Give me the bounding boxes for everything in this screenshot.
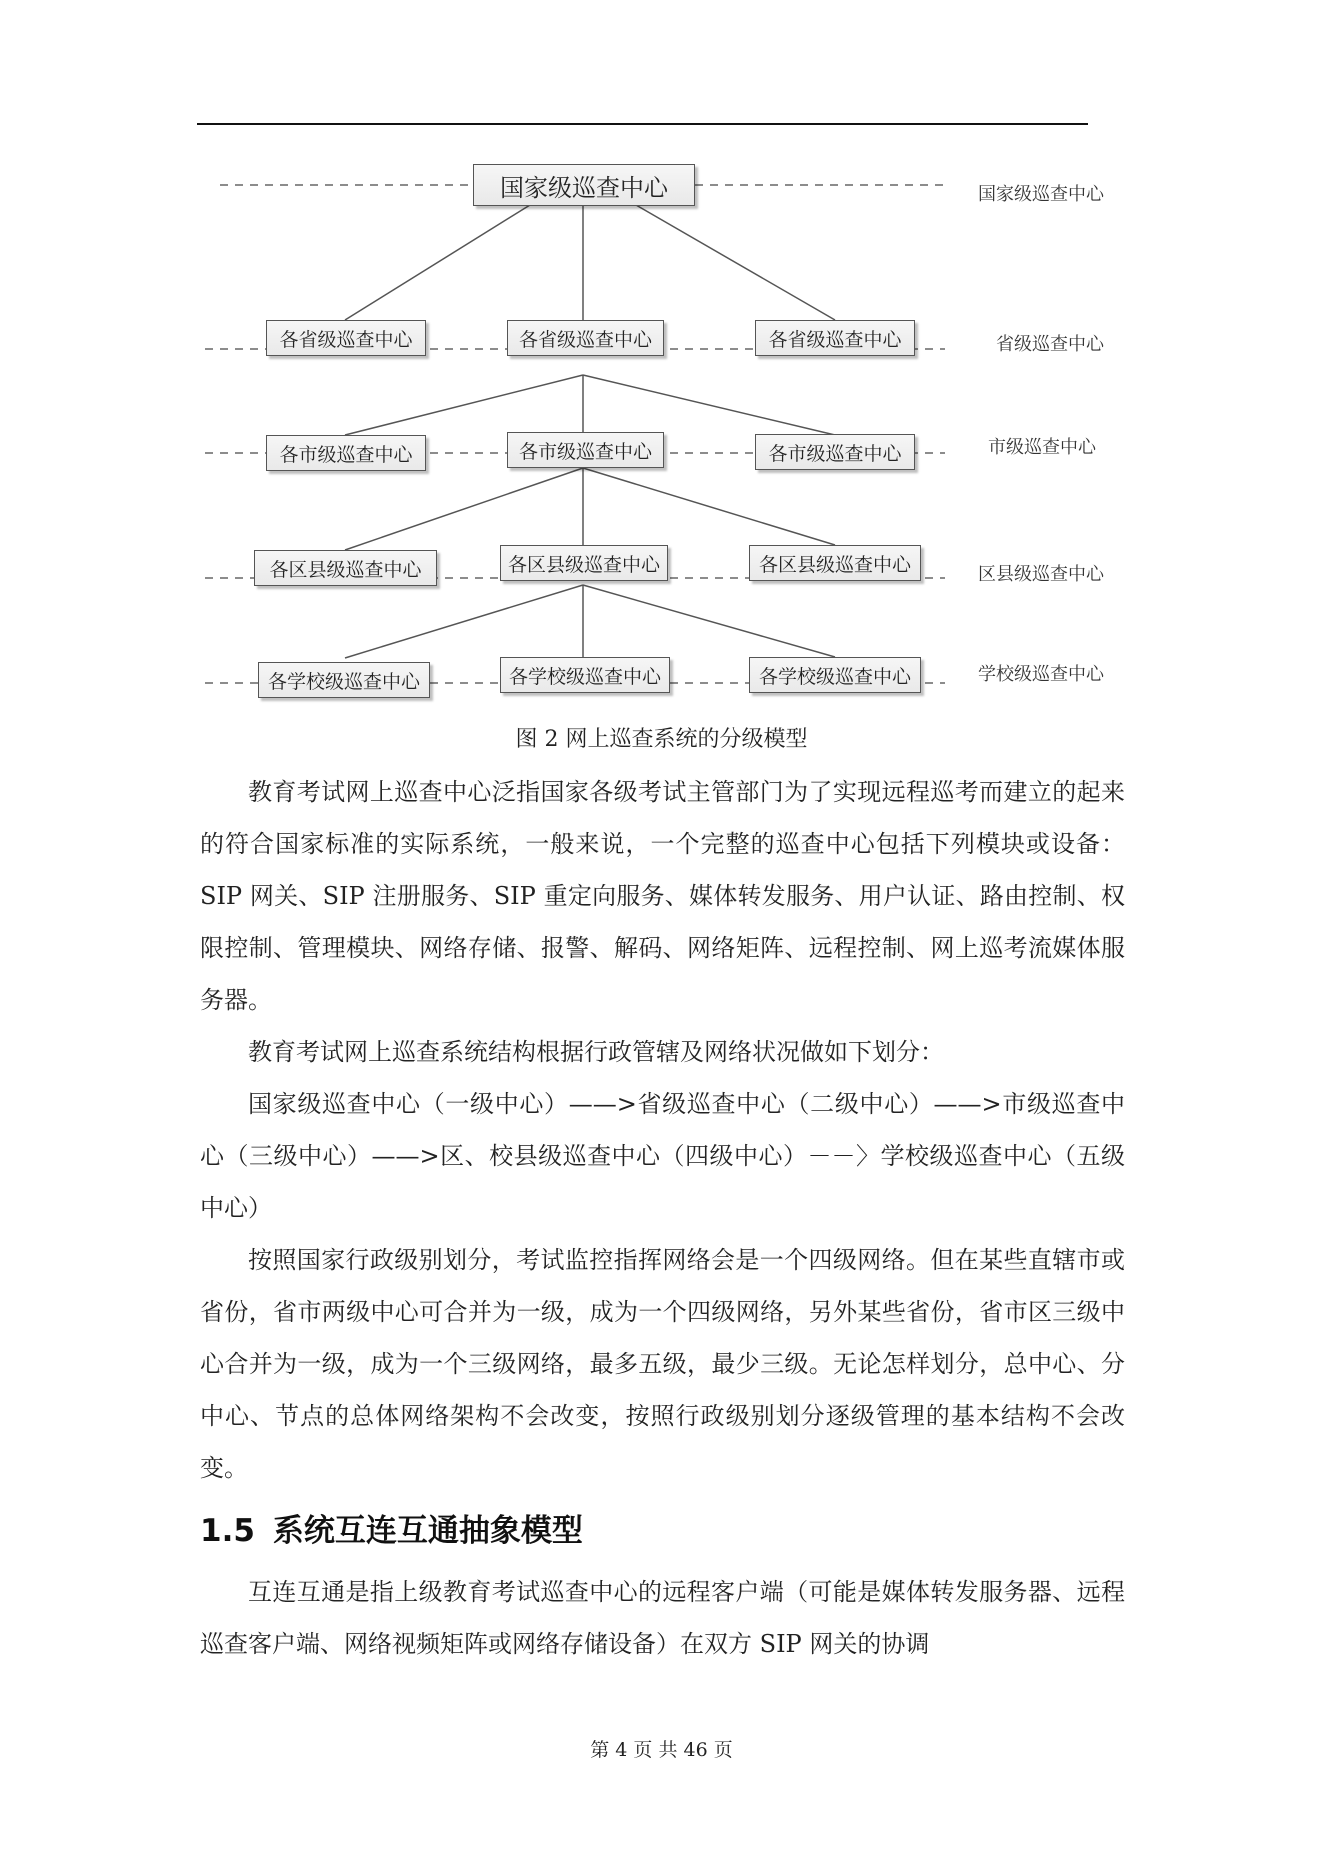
node-city-center: 各市级巡查中心: [507, 432, 664, 468]
node-school-left: 各学校级巡查中心: [258, 662, 430, 698]
connector-national-prov-left: [345, 205, 530, 320]
node-school-right: 各学校级巡查中心: [749, 657, 921, 693]
connector-national-prov-right: [636, 205, 835, 320]
node-provincial-left: 各省级巡查中心: [266, 320, 426, 356]
level-label-city: 市级巡查中心: [988, 437, 1096, 458]
node-county-left: 各区县级巡查中心: [254, 550, 437, 586]
section-heading: [200, 1505, 583, 1550]
page-footer: 第 4 页 共 46 页: [590, 1739, 733, 1761]
node-city-left: 各市级巡查中心: [266, 435, 426, 471]
connector-county-school-left: [345, 585, 583, 658]
node-national: 国家级巡查中心: [473, 164, 695, 206]
level-label-school: 学校级巡查中心: [978, 664, 1104, 685]
paragraph-2: 教育考试网上巡查系统结构根据行政管辖及网络状况做如下划分：: [248, 1038, 944, 1066]
hierarchy-diagram: [200, 160, 1140, 720]
level-label-county: 区县级巡查中心: [978, 564, 1104, 585]
node-provincial-center: 各省级巡查中心: [507, 320, 664, 356]
level-label-national: 国家级巡查中心: [978, 184, 1104, 205]
node-provincial-right: 各省级巡查中心: [755, 320, 915, 356]
connector-city-county-left: [345, 468, 583, 550]
section-number: 1.5: [200, 1513, 255, 1549]
node-city-right: 各市级巡查中心: [755, 434, 915, 470]
figure-caption: 图 2 网上巡查系统的分级模型: [515, 727, 808, 752]
header-rule: [197, 123, 1088, 125]
node-county-center: 各区县级巡查中心: [500, 545, 668, 581]
section-paragraph: 互连互通是指上级教育考试巡查中心的远程客户端（可能是媒体转发服务器、远程巡查客户端、网络视频矩阵或网络存储设备）在双方 SIP 网关的协调: [200, 1578, 1125, 1658]
section-title: 系统互连互通抽象模型: [272, 1513, 583, 1549]
node-county-right: 各区县级巡查中心: [749, 545, 921, 581]
connector-prov-city-left: [345, 375, 583, 435]
connector-county-school-right: [583, 585, 835, 657]
paragraph-4: 按照国家行政级别划分，考试监控指挥网络会是一个四级网络。但在某些直辖市或省份，省市两级中心可合并为一级，成为一个四级网络，另外某些省份，省市区三级中心合并为一级，成为一个三级网络，最多五级，最少三级。无论怎样划分，总中心、分中心、节点的总体网络架构不会改变，按照行政级别划分逐级管理的基本结构不会改变。: [200, 1246, 1125, 1482]
node-school-center: 各学校级巡查中心: [500, 657, 670, 693]
connector-city-county-right: [583, 468, 835, 545]
paragraph-1: 教育考试网上巡查中心泛指国家各级考试主管部门为了实现远程巡考而建立的起来的符合国家标准的实际系统，一般来说，一个完整的巡查中心包括下列模块或设备：SIP 网关、SIP 注册服务、SIP 重定向服务、媒体转发服务、用户认证、路由控制、权限控制、管理模块、网络存储、报警、解码、网络矩阵、远程控制、网上巡考流媒体服务器。: [200, 778, 1125, 1014]
level-label-provincial: 省级巡查中心: [996, 334, 1104, 355]
paragraph-3: 国家级巡查中心（一级中心）——>省级巡查中心（二级中心）——>市级巡查中心（三级中心）——>区、校县级巡查中心（四级中心）－－〉学校级巡查中心（五级中心）: [200, 1090, 1125, 1222]
connector-prov-city-right: [583, 375, 835, 435]
